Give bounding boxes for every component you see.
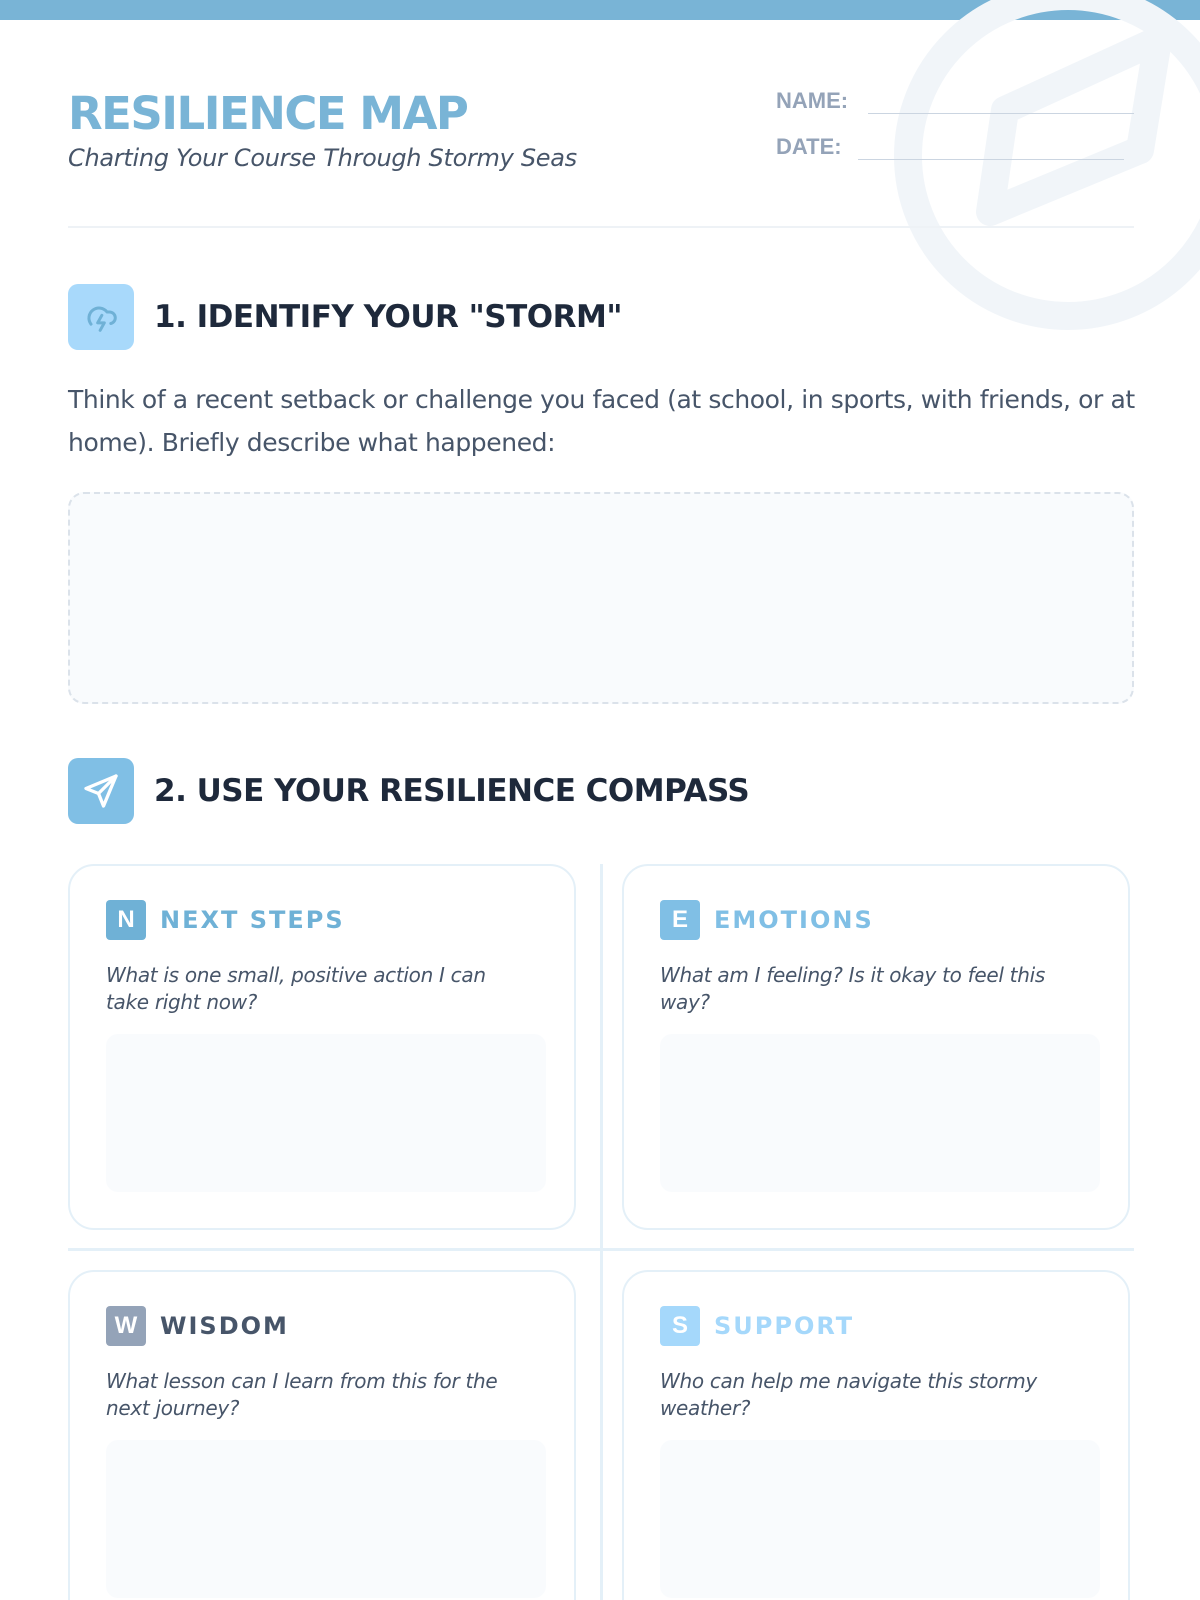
card-answer-area[interactable] — [106, 1440, 546, 1598]
card-header — [660, 1306, 854, 1346]
card-answer-area[interactable] — [660, 1440, 1100, 1598]
card-question: Who can help me navigate this stormy weather? — [660, 1369, 1037, 1420]
card-title: NEXT STEPS — [160, 906, 345, 934]
compass-card-wisdom — [68, 1270, 576, 1600]
card-header — [106, 900, 345, 940]
page-title: RESILIENCE MAP — [68, 87, 468, 140]
card-title: SUPPORT — [714, 1312, 855, 1340]
card-title: EMOTIONS — [714, 906, 874, 934]
navigation-arrow-icon — [68, 758, 134, 824]
compass-card-emotions — [622, 864, 1130, 1230]
date-input-line[interactable] — [858, 139, 1124, 160]
page-subtitle: Charting Your Course Through Stormy Seas — [68, 144, 577, 172]
section-resilience-compass — [68, 758, 749, 824]
name-field — [776, 88, 1134, 114]
section-title: 1. IDENTIFY YOUR "STORM" — [154, 299, 623, 335]
cloud-lightning-icon — [68, 284, 134, 350]
letter-badge-e: E — [660, 900, 700, 940]
card-question: What am I feeling? Is it okay to feel this way? — [660, 963, 1045, 1014]
letter-badge-n: N — [106, 900, 146, 940]
section-title: 2. USE YOUR RESILIENCE COMPASS — [154, 773, 750, 809]
compass-card-next-steps — [68, 864, 576, 1230]
card-question: What lesson can I learn from this for the next journey? — [106, 1369, 498, 1420]
compass-horizontal-axis — [68, 1248, 1134, 1251]
date-field — [776, 134, 1124, 160]
compass-watermark-icon — [890, 0, 1200, 330]
compass-card-support — [622, 1270, 1130, 1600]
name-input-line[interactable] — [868, 93, 1134, 114]
compass-vertical-axis — [600, 864, 603, 1600]
name-label: NAME: — [776, 88, 849, 113]
card-header — [660, 900, 874, 940]
letter-badge-s: S — [660, 1306, 700, 1346]
date-label: DATE: — [776, 134, 842, 159]
section-identify-storm — [68, 284, 622, 350]
card-question: What is one small, positive action I can take right now? — [106, 963, 486, 1014]
card-title: WISDOM — [160, 1312, 289, 1340]
storm-prompt: Think of a recent setback or challenge you faced (at school, in sports, with friends, or at home). Briefly describe what happened: — [68, 385, 1135, 457]
storm-answer-box[interactable] — [68, 492, 1134, 704]
header — [68, 86, 577, 172]
letter-badge-w: W — [106, 1306, 146, 1346]
header-divider — [68, 226, 1134, 228]
card-answer-area[interactable] — [106, 1034, 546, 1192]
card-header — [106, 1306, 289, 1346]
card-answer-area[interactable] — [660, 1034, 1100, 1192]
